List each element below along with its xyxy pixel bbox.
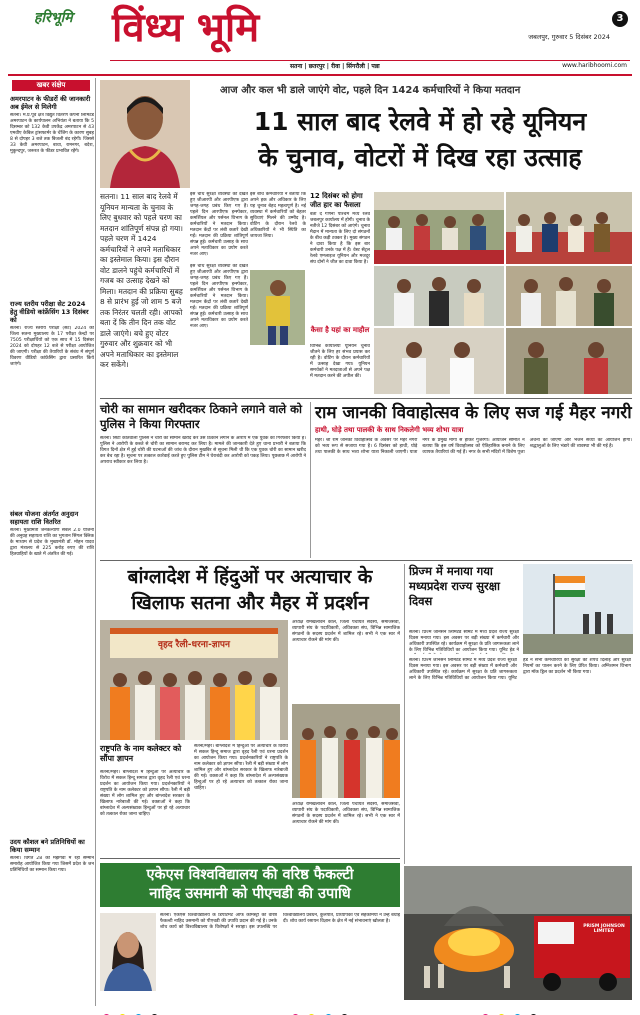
maihar-subheadline: हाथी, घोड़े तथा पालकी के साथ निकलेगी भव्य शोभा यात्रा <box>315 426 464 434</box>
sub-headline: 12 दिसंबर को होगा जीत हार का फैसला <box>310 192 363 209</box>
protest-body: अध्यक्ष रामखेलावन कोल, जिला पंचायत सदस्य, समाजसेवी, व्यापारी संघ के पदाधिकारी, अधिवक्ता संघ, विभिन्न सामाजिक संगठनों के सदस्य प्रदर्शन में शामिल रहे। सभी ने एक स्वर में अत्याचार रोकने की मांग की। <box>292 802 400 825</box>
maihar-story <box>310 402 632 558</box>
masthead-divider <box>8 74 632 76</box>
masthead <box>0 0 640 78</box>
faculty-portrait <box>100 913 156 991</box>
edition-item: पन्ना <box>371 63 380 70</box>
story-column: इस बीच कर्मचारियों ने बताया कि अपने हक और अधिकार के लिए यह चुनाव बेहद महत्वपूर्ण है। नई व्यवस्था में कर्मचारियों को बेहतर सुविधाएं मिलने की उम्मीद है। वोटिंग के दौरान रेलवे के अधिकारियों ने भी स्थिति का जायजा लिया। <box>250 192 306 239</box>
sidebar-title: खबर संक्षेप <box>12 80 90 91</box>
page-number: 3 <box>612 11 628 27</box>
flag-photo <box>523 564 633 654</box>
sidebar-body: सतना। म.प्र.पूर्व क्षेत्र विद्युत वितरण कंपनी लिमिटेड अमरपाटन के कार्यपालन अभियंता ने बताया कि 5 दिसम्बर को 132 केवी उपकेंद्र अमरपाटन से 43 एमवीए केबिल ट्रांसफार्मर के चेंजिंग के कारण सुबह 8 से दोपहर 3 बजे तक बिजली बंद रहेगी। जिससे 33 केवी अमरपाटन, बाधा, रामनगर, बदेरा, मुकुन्दपुर, जरूरत के फीडर प्रभावित रहेंगे। <box>10 113 94 154</box>
officials-photo <box>374 266 504 326</box>
photo-caption-title: कैसा है यहां का माहौल <box>310 326 370 334</box>
officials-photo <box>506 266 632 326</box>
maihar-headline: राम जानकी विवाहोत्सव के लिए सज गई मैहर नगरी <box>315 403 632 423</box>
edition-item: सिंगरौली <box>346 63 365 70</box>
theft-body: सतना। सिटी कोतवाली पुलिस ने चोरी का सामान खरीद कर उसे ठिकाने लगाने के आरोप में एक युवक को गिरफ्तार किया है। पुलिस ने आरोपी के कब्जे से चोरी का सामान बरामद कर लिया है। मामले की जानकारी देते हुए थाना प्रभारी ने बताया कि विगत दिनों क्षेत्र में हुई चोरी की घटनाओं की जांच के दौरान मुखबिर से सूचना मिली थी कि एक युवक चोरी का सामान खरीद कर बेच रहा है। सूचना पर तत्काल कार्रवाई करते हुए पुलिस टीम ने घेराबंदी कर आरोपी को पकड़ लिया। पूछताछ में आरोपी ने अपराध स्वीकार कर लिया है। <box>100 436 306 465</box>
reporter-portrait <box>100 80 190 188</box>
university-story <box>100 858 400 1000</box>
voter-photo <box>250 270 305 345</box>
edition-item: छतरपुर <box>308 63 325 70</box>
fire-drill-photo <box>404 866 632 1000</box>
sidebar-headline: उदय कौशल बने प्रतिनिधियों का किया सम्मान <box>10 838 85 854</box>
edition-list: सतना | छतरपुर | रीवा | सिंगरौली | पन्ना <box>290 63 380 70</box>
sidebar-body: सतना। विगत 28 को मझगवां में रहा सम्मान समारोह आयोजित किया गया जिसमें प्रदेश के जन प्रतिनिधियों का सम्मान किया गया। <box>10 856 94 873</box>
protest-body: सतना/मैहर। बांग्लादेश में हिन्दुओं पर अत्याचार के विरोध में सकल हिन्दू समाज द्वारा वृहद रैली एवं धरना प्रदर्शन का आयोजन किया गया। प्रदर्शनकारियों ने राष्ट्रपति के नाम कलेक्टर को ज्ञापन सौंपा। रैली में बड़ी संख्या में लोग शामिल हुए और बांग्लादेश सरकार के खिलाफ नारेबाजी की गई। वक्ताओं ने कहा कि बांग्लादेश में अल्पसंख्यक हिन्दुओं पर हो रहे अत्याचार को तत्काल रोका जाना चाहिए। <box>100 770 190 817</box>
protest-banner-text: वृहद रैली-धरना-ज्ञापन <box>157 640 231 650</box>
story-column: इस चौथ सुरक्षा व्यवस्था को देखते हुए जीआरपी और आरपीएफ द्वारा जगह-जगह प्रबंध किए गए हैं। पहले दिन आरपीएफ इन्स्पेक्टर, कमर्शियल और पर्सनल विभाग के कर्मचारियों ने मतदान किया। मतदान केंद्रों पर लंबी कतारें देखी गईं। मतदान की प्रक्रिया शांतिपूर्ण संपन्न हुई। कर्मचारी उत्साह के साथ अपने मताधिकार का प्रयोग करते नजर आए। <box>190 192 248 257</box>
top-headline: 11 साल बाद रेलवे में हो रहे यूनियन के चुनाव, वोटरों में दिख रहा उत्साह <box>253 107 587 172</box>
edition-item: रीवा <box>331 63 340 70</box>
edition-item: सतना <box>290 63 303 70</box>
sidebar-headline: अमरपाटन के फीडरों की जानकारी अब ईमेल से मिलेगी <box>10 95 91 111</box>
sidebar-item <box>10 510 94 818</box>
story-column: बता दें गणना पश्चिम मध्य रेलवे जबलपुर कार्यालय में होगी। चुनाव के नतीजे 12 दिसंबर को आएंगे। चुनाव मैदान में मान्यता के लिए दो संगठनों के बीच कड़ी टक्कर है। मुख्य संगठन ने दावा किया है कि इस बार कर्मचारी उनके पक्ष में हैं। वेस्ट सेंट्रल रेलवे एम्प्लाइज यूनियन और मजदूर संघ दोनों ने जीत का दावा किया है। <box>310 212 370 265</box>
protest-body: अध्यक्ष रामखेलावन कोल, जिला पंचायत सदस्य, समाजसेवी, व्यापारी संघ के पदाधिकारी, अधिवक्ता संघ, विभिन्न सामाजिक संगठनों के सदस्य प्रदर्शन में शामिल रहे। सभी ने एक स्वर में अत्याचार रोकने की मांग की। <box>292 620 400 643</box>
page-title: विंध्य भूमि <box>112 5 260 51</box>
registration-marks <box>60 1006 580 1014</box>
safety-story <box>404 564 632 864</box>
safety-body: सतना। प्रिज्म जॉनसन लिमिटेड सीमेंट में मध्य प्रदेश राज्य सुरक्षा दिवस मनाया गया। इस अवसर पर बड़ी संख्या में कर्मचारी और अधिकारी उपस्थित रहे। कार्यक्रम में सुरक्षा के प्रति जागरूकता लाने के लिए विभिन्न गतिविधियों का आयोजन किया गया। यूनिट हेड ने <box>409 630 519 653</box>
protest-body: सतना/मैहर। बांग्लादेश में हिन्दुओं पर अत्याचार के विरोध में सकल हिन्दू समाज द्वारा वृहद रैली एवं धरना प्रदर्शन का आयोजन किया गया। प्रदर्शनकारियों ने राष्ट्रपति के नाम कलेक्टर को ज्ञापन सौंपा। रैली में बड़ी संख्या में लोग शामिल हुए और बांग्लादेश सरकार के खिलाफ नारेबाजी की गई। वक्ताओं ने कहा कि बांग्लादेश में अल्पसंख्यक हिन्दुओं पर हो रहे अत्याचार को तत्काल रोका जाना चाहिए। <box>194 744 288 791</box>
sidebar-headline: संबल योजना अंतर्गत अनुदान सहायता राशि वितरित <box>10 510 79 526</box>
protest-headline: बांग्लादेश में हिंदुओं पर अत्याचार के खिलाफ सतना और मैहर में प्रदर्शन <box>127 566 373 614</box>
safety-headline: प्रिज्म में मनाया गया मध्यप्रदेश राज्य सुरक्षा दिवस <box>409 564 500 608</box>
lead-paragraph: सतना। 11 साल बाद रेलवे में यूनियन मान्यता के चुनाव के लिए बुधवार को पहले चरण का मतदान शांतिपूर्ण संपन्न हो गया। पहले चरण में 1424 कर्मचारियों ने अपने मताधिकार का इस्तेमाल किया। इस दौरान वोट डालने पहुंचे कर्मचारियों में गजब का उत्साह देखने को मिला। मतदान की प्रक्रिया सुबह 8 से प्रारंभ हुई जो शाम 5 बजे तक निरंतर चलती रही। आपको बता दें कि तीन दिन तक वोट डाले जाएंगे। बचे हुए वोटर गुरुवार और शुक्रवार को भी अपने मताधिकार का इस्तेमाल कर सकेंगे। <box>100 192 183 369</box>
website-link[interactable]: www.haribhoomi.com <box>562 62 627 69</box>
protest-subheadline: राष्ट्रपति के नाम कलेक्टर को सौंपा ज्ञापन <box>100 744 182 763</box>
sidebar-headline: राज्य स्तरीय परीक्षा सेट 2024 हेतु वीडियो कांफ्रेंसिंग 13 दिसंबर को <box>10 300 89 324</box>
university-headline-box: एकेएस विश्वविद्यालय की वरिष्ठ फैकल्टी नाहिद उसमानी को पीएचडी की उपाधि <box>100 863 400 907</box>
sidebar <box>8 78 96 1006</box>
crowd-photo <box>374 192 504 264</box>
section-divider <box>100 560 632 561</box>
strap-line: आज और कल भी डाले जाएंगे वोट, पहले दिन 1424 कर्मचारियों ने किया मतदान <box>220 85 521 96</box>
sidebar-item <box>10 95 94 273</box>
safety-body: सतना। प्रिज्म जॉनसन लिमिटेड सीमेंट में मध्य प्रदेश राज्य सुरक्षा दिवस मनाया गया। इस अवसर पर बड़ी संख्या में कर्मचारी और अधिकारी उपस्थित रहे। कार्यक्रम में सुरक्षा के प्रति जागरूकता लाने के लिए विभिन्न गतिविधियों का आयोजन किया गया। यूनिट हेड ने सभी कर्मचारियों को सुरक्षा की शपथ दिलाई और सुरक्षा नियमों का पालन करने के लिए प्रेरित किया। अग्निशमन विभाग द्वारा मॉक ड्रिल का प्रदर्शन भी किया गया। <box>409 658 631 681</box>
sidebar-item <box>10 838 94 986</box>
edition-bar <box>110 60 630 71</box>
theft-story <box>100 402 306 558</box>
brand-logo: हरिभूमि <box>34 10 73 26</box>
theft-headline: चोरी का सामान खरीदकर ठिकाने लगाने वाले को पुलिस ने किया गिरफ्तार <box>100 402 302 431</box>
officials-photo <box>374 328 504 394</box>
story-column: विभिन्न कार्यालयों यूनियन चुनाव जीतने के लिए हर संभव प्रयास कर रही है। वोटिंग के दौरान कर्मचारियों में उत्साह देखा गया। यूनियन समर्थकों ने मतदाताओं से अपने पक्ष में मतदान करने की अपील की। <box>310 344 370 379</box>
sidebar-body: सतना। राज्य स्तरीय परीक्षा (सेट) 2024 को जिला सतना मुख्यालय के 17 परीक्षा केन्द्रों पर 7505 परीक्षार्थियों को एक साथ में 15 दिसंबर 2024 को दोपहर 12 बजे से परीक्षा आयोजित की जाएगी। परीक्षा की तैयारियों के संबंध में संपूर्ण विवरण वीडियो कांफ्रेंसिंग द्वारा प्रसारित किये जाएंगे। <box>10 326 94 367</box>
protest-story <box>100 564 400 854</box>
date-line: जबलपुर, गुरुवार 5 दिसंबर 2024 <box>528 33 610 41</box>
maihar-body: मैहर। श्री राम जानकी विवाहोत्सव के अवसर पर मैहर नगरी को भव्य रूप से सजाया गया है। 6 दिसंबर को हाथी, घोड़े तथा पालकी के साथ भव्य शोभा यात्रा निकाली जाएगी। यात्रा नगर के प्रमुख मार्गों से होकर गुजरेगी। आयोजन समिति ने बताया कि इस वर्ष विवाहोत्सव को ऐतिहासिक बनाने के लिए व्यापक तैयारियां की गई हैं। नगर के सभी मंदिरों में विशेष पूजा अर्चना की जाएगी और भजन संध्या का आयोजन होगा। श्रद्धालुओं के लिए भंडारे की व्यवस्था भी की गई है। <box>315 438 632 455</box>
story-column: इस चौथ सुरक्षा व्यवस्था को देखते हुए जीआरपी और आरपीएफ द्वारा जगह-जगह प्रबंध किए गए हैं। पहले दिन आरपीएफ इन्स्पेक्टर, कमर्शियल और पर्सनल विभाग के कर्मचारियों ने मतदान किया। मतदान केंद्रों पर लंबी कतारें देखी गईं। मतदान की प्रक्रिया शांतिपूर्ण संपन्न हुई। कर्मचारी उत्साह के साथ अपने मताधिकार का प्रयोग करते नजर आए। <box>190 264 248 329</box>
university-body: सतना। एकेएस विश्वविद्यालय के डिपार्टमेंट ऑफ केमिस्ट्री की वरिष्ठ फैकल्टी नाहिद उसमानी को पीएचडी की उपाधि प्रदान की गई है। उनके शोध कार्य को विश्वविद्यालय के विशेषज्ञों ने सराहा। इस उपलब्धि पर विश्वविद्यालय प्रबंधन, कुलपति, प्राध्यापकों एवं सहकर्मियों ने उन्हें बधाई दी। शोध कार्य रसायन विज्ञान के क्षेत्र में नई संभावनाएं खोलता है। <box>160 913 400 930</box>
section-divider <box>100 398 632 399</box>
sidebar-item <box>10 300 94 496</box>
sidebar-body: सतना। मुख्यमंत्री जनकल्याण संबल 2.0 योजना की अनुग्रह सहायता राशि का भुगतान सिंगल क्लिक के माध्यम से प्रदेश के मुख्यमंत्री डॉ. मोहन यादव द्वारा मंत्रालय से 225 करोड़ रुपए की राशि हितग्राहियों के खाते में अंतरित की गई। <box>10 528 94 557</box>
crowd-photo <box>506 192 632 264</box>
protest-photo <box>292 704 400 798</box>
truck-label: PRISM JOHNSON LIMITED <box>583 924 625 934</box>
officials-photo <box>506 328 632 394</box>
protest-photo <box>100 620 288 740</box>
